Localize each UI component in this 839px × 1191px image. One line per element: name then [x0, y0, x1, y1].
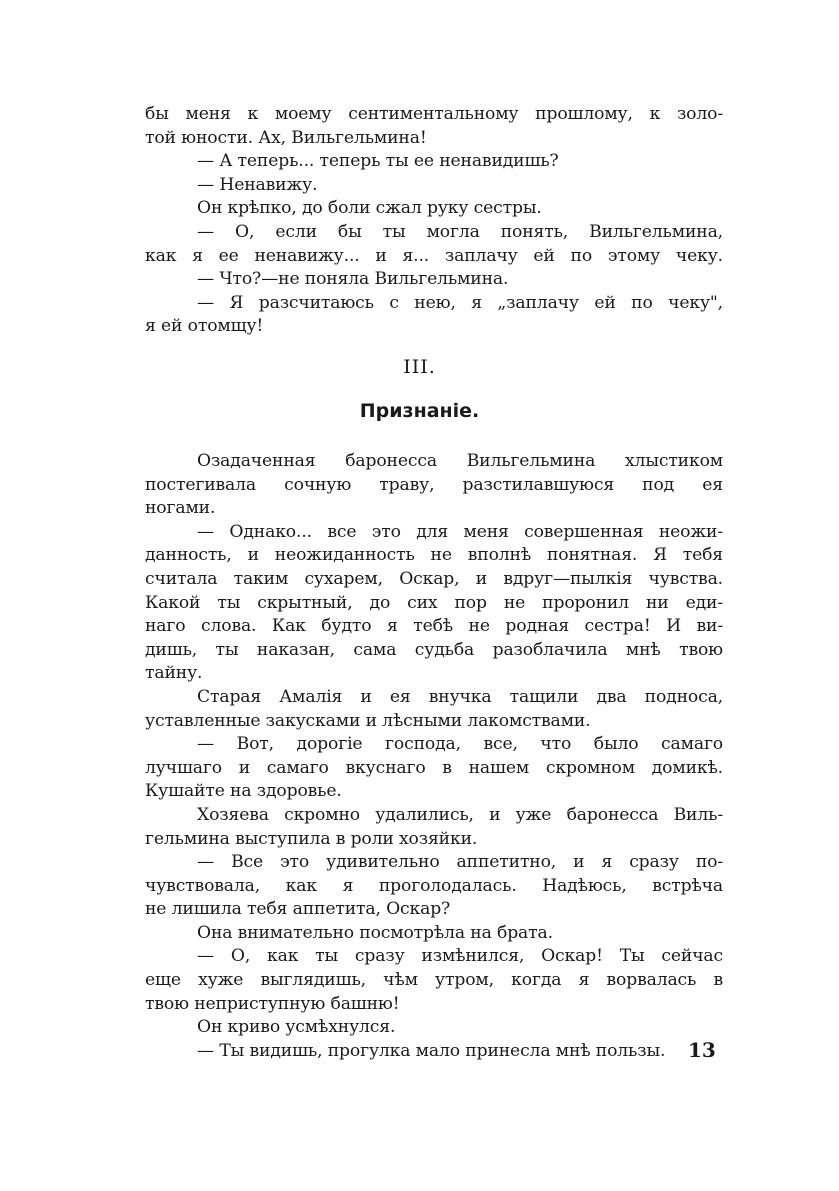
text-line: Какой ты скрытный, до сих пор не проронил ни еди-: [145, 592, 723, 613]
text-line: — Однако... все это для меня совершенная неожи-: [197, 521, 723, 542]
text-line: Она внимательно посмотрѣла на брата.: [197, 922, 553, 943]
chapter-title: Признаніе.: [359, 400, 480, 422]
text-line: лучшаго и самаго вкуснаго в нашем скромном домикѣ.: [145, 757, 723, 778]
text-line: той юности. Ах, Вильгельмина!: [145, 127, 427, 148]
text-line: я ей отомщу!: [145, 316, 264, 337]
text-line: чувствовала, как я проголодалась. Надѣюсь, встрѣча: [145, 875, 723, 896]
text-line: — Ненавижу.: [197, 174, 318, 195]
text-line: уставленные закусками и лѣсными лакомствами.: [145, 710, 591, 731]
text-line: твою неприступную башню!: [145, 993, 400, 1014]
text-line: постегивала сочную траву, разстилавшуюся под ея: [145, 474, 723, 495]
text-line: — А теперь... теперь ты ее ненавидишь?: [197, 151, 559, 172]
text-line: — Все это удивительно аппетитно, и я сразу по-: [197, 852, 723, 873]
text-block-main: [145, 450, 723, 1063]
text-line: Хозяева скромно удалились, и уже баронесса Виль-: [197, 804, 723, 825]
text-line: тайну.: [145, 663, 203, 684]
text-line: Он криво усмѣхнулся.: [197, 1017, 396, 1038]
text-line: как я ее ненавижу... и я... заплачу ей по этому чеку.: [145, 245, 723, 266]
text-line: бы меня к моему сентиментальному прошлому, к золо-: [145, 104, 723, 124]
text-line: ногами.: [145, 498, 216, 519]
page-number: 13: [688, 1038, 716, 1062]
text-line: данность, и неожиданность не вполнѣ понятная. Я тебя: [145, 545, 723, 566]
text-line: Он крѣпко, до боли сжал руку сестры.: [197, 198, 542, 219]
text-line: гельмина выступила в роли хозяйки.: [145, 828, 478, 849]
text-line: не лишила тебя аппетита, Оскар?: [145, 899, 451, 920]
chapter-number: III.: [403, 356, 436, 378]
text-line: — Я разсчитаюсь с нею, я „заплачу ей по чеку",: [197, 292, 723, 313]
text-line: — Ты видишь, прогулка мало принесла мнѣ пользы.: [197, 1040, 666, 1061]
text-line: наго слова. Как будто я тебѣ не родная сестра! И ви-: [145, 616, 723, 637]
text-line: — О, как ты сразу измѣнился, Оскар! Ты сейчас: [197, 946, 723, 967]
text-line: — О, если бы ты могла понять, Вильгельмина,: [197, 221, 723, 242]
text-line: — Вот, дорогіе господа, все, что было самаго: [197, 734, 723, 755]
text-line: Кушайте на здоровье.: [145, 781, 342, 802]
text-line: дишь, ты наказан, сама судьба разоблачила мнѣ твою: [145, 639, 723, 660]
text-line: еще хуже выглядишь, чѣм утром, когда я ворвалась в: [145, 970, 723, 991]
text-line: Старая Амалія и ея внучка тащили два подноса,: [197, 686, 723, 707]
text-line: считала таким сухарем, Оскар, и вдруг—пылкія чувства.: [145, 568, 723, 589]
text-line: — Что?—не поняла Вильгельмина.: [197, 269, 509, 290]
text-line: Озадаченная баронесса Вильгельмина хлыстиком: [197, 451, 723, 471]
text-block-top: [145, 103, 723, 339]
